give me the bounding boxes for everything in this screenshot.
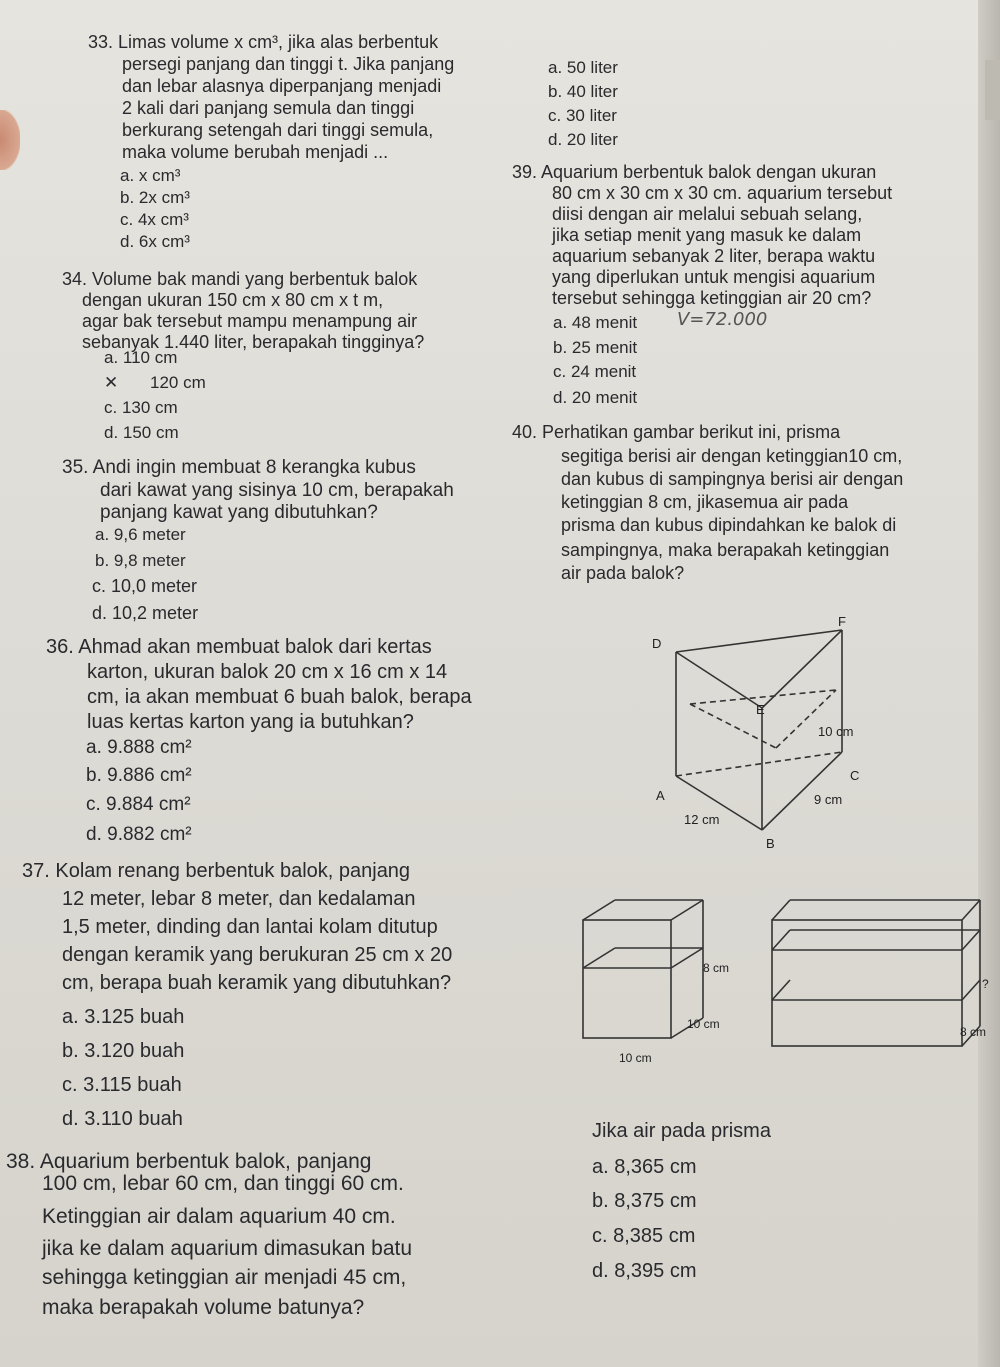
prism-water-line-right — [776, 690, 836, 748]
q35-line-3: panjang kawat yang dibutuhkan? — [100, 502, 378, 523]
q38-line-5: sehingga ketinggian air menjadi 45 cm, — [42, 1266, 407, 1289]
q33-line-1: 33. Limas volume x cm³, jika alas berbentuk — [88, 32, 439, 52]
q33b-option-b[interactable]: b. 40 liter — [548, 82, 618, 101]
q33-line-4: 2 kali dari panjang semula dan tinggi — [122, 98, 415, 118]
q40-line-6: sampingnya, maka berapakah ketinggian — [561, 540, 890, 560]
q40-line-1: 40. Perhatikan gambar berikut ini, prisma — [512, 422, 841, 442]
q39-line-6: yang diperlukan untuk mengisi aquarium — [552, 267, 876, 287]
q40-option-c[interactable]: c. 8,385 cm — [592, 1225, 696, 1247]
prism-label-B: B — [766, 836, 775, 851]
box-inner-top-right — [962, 930, 980, 950]
prism-label-width: 9 cm — [814, 792, 843, 807]
cube-figure — [575, 890, 755, 1070]
q37-line-2: 12 meter, lebar 8 meter, dan kedalaman — [62, 888, 416, 910]
q40-option-a[interactable]: a. 8,365 cm — [592, 1156, 697, 1178]
cube-front-face — [583, 920, 671, 1038]
q39-option-d[interactable]: d. 20 menit — [553, 388, 638, 407]
q40-answer-intro: Jika air pada prisma — [592, 1120, 771, 1142]
q39-line-4: jika setiap menit yang masuk ke dalam — [552, 225, 862, 245]
q33-line-5: berkurang setengah dari tinggi semula, — [122, 120, 434, 140]
q37-line-3: 1,5 meter, dinding dan lantai kolam ditutup — [62, 916, 438, 938]
q39-option-a[interactable]: a. 48 menit — [553, 313, 638, 332]
q36-line-3: cm, ia akan membuat 6 buah balok, berapa — [87, 686, 472, 708]
q37-line-1: 37. Kolam renang berbentuk balok, panjang — [22, 860, 411, 882]
q34-line-2: dengan ukuran 150 cm x 80 cm x t m, — [82, 290, 384, 310]
q39-option-b[interactable]: b. 25 menit — [553, 338, 638, 357]
q36-line-2: karton, ukuran balok 20 cm x 16 cm x 14 — [87, 661, 448, 683]
box-edge-top-right — [962, 900, 980, 920]
q36-option-a[interactable]: a. 9.888 cm² — [86, 737, 192, 758]
q39-line-5: aquarium sebanyak 2 liter, berapa waktu — [552, 246, 876, 266]
box-water-right — [962, 980, 980, 1000]
q33-option-b[interactable]: b. 2x cm³ — [120, 188, 190, 207]
q38-line-2: 100 cm, lebar 60 cm, dan tinggi 60 cm. — [42, 1172, 404, 1195]
q38-line-3: Ketinggian air dalam aquarium 40 cm. — [42, 1205, 396, 1228]
prism-label-height: 10 cm — [818, 724, 854, 739]
q34-option-a[interactable]: a. 110 cm — [104, 348, 178, 367]
box-edge-top-left — [772, 900, 790, 920]
q34-option-d[interactable]: d. 150 cm — [104, 423, 179, 442]
cube-label-height: 8 cm — [703, 961, 730, 975]
q38-line-1: 38. Aquarium berbentuk balok, panjang — [6, 1150, 372, 1173]
q35-option-a[interactable]: a. 9,6 meter — [95, 525, 186, 544]
q33b-option-d[interactable]: d. 20 liter — [548, 130, 618, 149]
prism-label-D: D — [652, 636, 662, 651]
q39-handwritten-note: V=72.000 — [677, 309, 768, 330]
q39-line-7: tersebut sehingga ketinggian air 20 cm? — [552, 288, 872, 308]
box-label-unknown: ? — [982, 977, 989, 991]
q39-line-3: diisi dengan air melalui sebuah selang, — [552, 204, 863, 224]
prism-label-F: F — [838, 614, 846, 629]
q40-line-4: ketinggian 8 cm, jikasemua air pada — [561, 492, 849, 512]
q39-option-c[interactable]: c. 24 menit — [553, 362, 637, 381]
q37-option-b[interactable]: b. 3.120 buah — [62, 1040, 185, 1062]
q40-option-b[interactable]: b. 8,375 cm — [592, 1190, 697, 1212]
q37-line-4: dengan keramik yang berukuran 25 cm x 20 — [62, 944, 453, 966]
q33b-option-c[interactable]: c. 30 liter — [548, 106, 617, 125]
q37-option-a[interactable]: a. 3.125 buah — [62, 1006, 185, 1028]
q36-option-b[interactable]: b. 9.886 cm² — [86, 765, 192, 786]
q33b-option-a[interactable]: a. 50 liter — [548, 58, 618, 77]
q33-line-6: maka volume berubah menjadi ... — [122, 142, 389, 162]
thumb-shadow — [0, 110, 20, 170]
q34-line-3: agar bak tersebut mampu menampung air — [82, 311, 418, 331]
box-inner-top-left — [772, 930, 790, 950]
q36-option-c[interactable]: c. 9.884 cm² — [86, 794, 191, 815]
q34-line-4: sebanyak 1.440 liter, berapakah tingginya? — [82, 332, 425, 352]
q35-line-1: 35. Andi ingin membuat 8 kerangka kubus — [62, 457, 416, 478]
q38-line-6: maka berapakah volume batunya? — [42, 1296, 365, 1319]
q40-line-5: prisma dan kubus dipindahkan ke balok di — [561, 515, 897, 535]
q33-option-c[interactable]: c. 4x cm³ — [120, 210, 189, 229]
page-edge-tab — [985, 60, 1000, 120]
q39-line-2: 80 cm x 30 cm x 30 cm. aquarium tersebut — [552, 183, 893, 203]
prism-figure — [600, 600, 860, 860]
prism-edge-DF — [676, 630, 842, 652]
q40-option-d[interactable]: d. 8,395 cm — [592, 1260, 697, 1282]
cube-label-width: 10 cm — [619, 1051, 652, 1065]
q36-line-4: luas kertas karton yang ia butuhkan? — [87, 711, 414, 733]
q39-line-1: 39. Aquarium berbentuk balok dengan ukuran — [512, 162, 877, 182]
page-edge — [978, 0, 1000, 1367]
box-water-left — [772, 980, 790, 1000]
prism-edge-BC — [762, 752, 842, 830]
q36-option-d[interactable]: d. 9.882 cm² — [86, 824, 192, 845]
cube-water-side — [671, 948, 703, 968]
q34-option-b-mark: ✕ — [104, 373, 119, 392]
cube-water-left — [583, 948, 615, 968]
q37-option-d[interactable]: d. 3.110 buah — [62, 1108, 183, 1130]
q40-line-3: dan kubus di sampingnya berisi air dengan — [561, 469, 904, 489]
cube-edge-top-left — [583, 900, 615, 920]
q33-line-3: dan lebar alasnya diperpanjang menjadi — [122, 76, 442, 96]
prism-edge-AC-hidden — [676, 752, 842, 776]
q37-line-5: cm, berapa buah keramik yang dibutuhkan? — [62, 972, 452, 994]
q34-option-b[interactable]: 120 cm — [150, 373, 206, 392]
prism-label-E: E — [756, 702, 765, 717]
q33-line-2: persegi panjang dan tinggi t. Jika panjang — [122, 54, 455, 74]
q33-option-d[interactable]: d. 6x cm³ — [120, 232, 190, 251]
prism-label-C: C — [850, 768, 860, 783]
q35-option-c[interactable]: c. 10,0 meter — [92, 576, 198, 596]
box-figure — [760, 890, 1000, 1070]
box-front-face — [772, 920, 962, 1046]
q34-line-1: 34. Volume bak mandi yang berbentuk balok — [62, 269, 418, 289]
cube-label-depth: 10 cm — [687, 1017, 720, 1031]
q35-option-b[interactable]: b. 9,8 meter — [95, 551, 186, 570]
prism-label-A: A — [656, 788, 665, 803]
q33-option-a[interactable]: a. x cm³ — [120, 166, 181, 185]
q36-line-1: 36. Ahmad akan membuat balok dari kertas — [46, 636, 432, 658]
q40-line-7: air pada balok? — [561, 563, 685, 583]
q37-option-c[interactable]: c. 3.115 buah — [62, 1074, 182, 1096]
box-label-height: 8 cm — [960, 1025, 987, 1039]
q40-line-2: segitiga berisi air dengan ketinggian10 cm, — [561, 446, 903, 466]
cube-edge-top-right — [671, 900, 703, 920]
q35-option-d[interactable]: d. 10,2 meter — [92, 603, 199, 623]
q38-line-4: jika ke dalam aquarium dimasukan batu — [42, 1237, 413, 1260]
prism-edge-DE — [676, 652, 762, 708]
q34-option-c[interactable]: c. 130 cm — [104, 398, 178, 417]
q35-line-2: dari kawat yang sisinya 10 cm, berapakah — [100, 480, 454, 501]
prism-label-length: 12 cm — [684, 812, 720, 827]
